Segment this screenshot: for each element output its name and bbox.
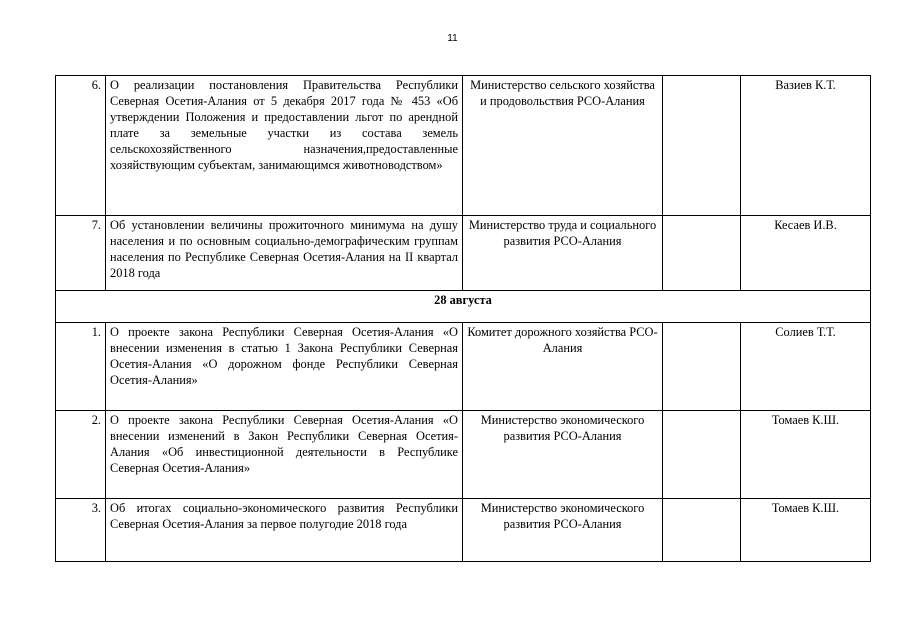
item-responsible: Томаев К.Ш. [741, 499, 871, 562]
item-mark [663, 323, 741, 411]
agenda-table [55, 75, 871, 562]
table-row [56, 323, 871, 411]
item-title: О проекте закона Республики Северная Осетия-Алания «О внесении изменения в статью 1 Закона Республики Северная Осетия-Алания «О дорожном фонде Республики Северная Осетия-Алания» [106, 323, 463, 411]
item-mark [663, 499, 741, 562]
table-row [56, 216, 871, 291]
item-title: Об итогах социально-экономического развития Республики Северная Осетия-Алания за первое полугодие 2018 года [106, 499, 463, 562]
item-organization: Комитет дорожного хозяйства РСО-Алания [463, 323, 663, 411]
item-responsible: Кесаев И.В. [741, 216, 871, 291]
item-number: 6. [56, 76, 106, 216]
item-responsible: Томаев К.Ш. [741, 411, 871, 499]
item-number: 1. [56, 323, 106, 411]
item-mark [663, 76, 741, 216]
item-title: Об установлении величины прожиточного минимума на душу населения и по основным социально-демографическим группам населения по Республике Северная Осетия-Алания на II квартал 2018 года [106, 216, 463, 291]
item-organization: Министерство экономического развития РСО-Алания [463, 499, 663, 562]
item-responsible: Вазиев К.Т. [741, 76, 871, 216]
item-number: 3. [56, 499, 106, 562]
table-row [56, 76, 871, 216]
item-number: 7. [56, 216, 106, 291]
item-mark [663, 216, 741, 291]
page-number: 11 [447, 33, 458, 44]
item-number: 2. [56, 411, 106, 499]
item-organization: Министерство сельского хозяйства и продовольствия РСО-Алания [463, 76, 663, 216]
item-responsible: Солиев Т.Т. [741, 323, 871, 411]
date-heading: 28 августа [56, 291, 871, 323]
table-row [56, 411, 871, 499]
date-row [56, 291, 871, 323]
item-title: О проекте закона Республики Северная Осетия-Алания «О внесении изменений в Закон Республики Северная Осетия-Алания «Об инвестиционной деятельности в Республике Северная Осетия-Алания» [106, 411, 463, 499]
item-organization: Министерство экономического развития РСО-Алания [463, 411, 663, 499]
item-organization: Министерство труда и социального развития РСО-Алания [463, 216, 663, 291]
table-row [56, 499, 871, 562]
item-mark [663, 411, 741, 499]
item-title: О реализации постановления Правительства Республики Северная Осетия-Алания от 5 декабря 2017 года № 453 «Об утверждении Положения и предоставлении льгот по арендной плате за земельные участки из состава земель сельскохозяйственного назначения,предоставленные хозяйствующим субъектам, занимающимся животноводством» [106, 76, 463, 216]
